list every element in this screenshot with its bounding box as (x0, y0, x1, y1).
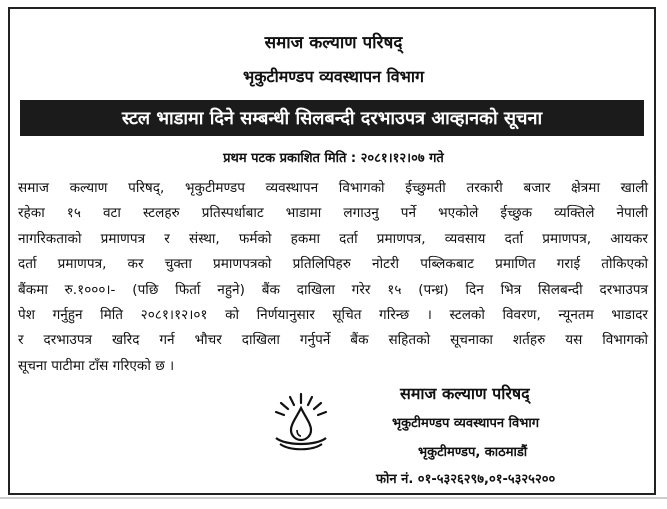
body-line: रहेका १५ वटा स्टलहरु प्रतिस्पर्धाबाट भाडामा लगाउनु पर्ने भएकोले ईच्छुक व्यक्तिले नेपाली (18, 205, 648, 222)
publication-date: प्रथम पटक प्रकाशित मिति : २०८१।१२।०७ गते (223, 151, 444, 166)
signature-department: भृकुटीमण्डप व्यवस्थापन विभाग (392, 416, 540, 431)
body-line: बैंकमा रु.१०००।- (पछि फिर्ता नहुने) बैंक दाखिला गरेर १५ (पन्ध्र) दिन भित्र सिलबन्दी दरभाउपत्र (18, 281, 648, 298)
department-title: भृकुटीमण्डप व्यवस्थापन विभाग (242, 67, 425, 86)
signature-phone: फोन नं. ०१-५३२६२९७,०१-५३२५२०० (376, 472, 556, 487)
notice-body (18, 176, 648, 379)
body-line: दर्ता प्रमाणपत्र, कर चुक्ता प्रमाणपत्रको प्रतिलिपिहरु नोटरी पब्लिकबाट प्रमाणित गराई तोकिएको (18, 256, 648, 273)
signature-address: भृकुटीमण्डप, काठमाडौं (418, 445, 528, 460)
water-drop-sunburst-icon (266, 390, 336, 454)
body-line: पेश गर्नुहुन मिति २०८१।१२।०१ को निर्णयानुसार सूचित गरिन्छ । स्टलको विवरण, न्यूनतम भाडादर (18, 307, 648, 324)
body-line: समाज कल्याण परिषद्, भृकुटीमण्डप व्यवस्थापन विभागको ईच्छुमती तरकारी बजार क्षेत्रमा खाली (18, 180, 648, 196)
body-line: नागरिकताको प्रमाणपत्र र संस्था, फर्मको हकमा दर्ता प्रमाणपत्र, व्यवसाय दर्ता प्रमाणपत्र, आयकर (18, 230, 648, 247)
body-line: र दरभाउपत्र खरिद गर्न भौचर दाखिला गर्नुपर्ने बैंक सहितको सूचनाका शर्तहरु यस विभागको (18, 332, 648, 349)
notice-banner (20, 100, 644, 136)
body-line: सूचना पाटीमा टाँस गरिएको छ । (18, 357, 175, 374)
organization-title: समाज कल्याण परिषद् (264, 33, 403, 53)
signature-organization: समाज कल्याण परिषद् (400, 384, 530, 403)
bottom-divider (0, 497, 667, 499)
notice-banner-text: स्टल भाडामा दिने सम्बन्धी सिलबन्दी दरभाउपत्र आव्हानको सूचना (121, 108, 543, 129)
